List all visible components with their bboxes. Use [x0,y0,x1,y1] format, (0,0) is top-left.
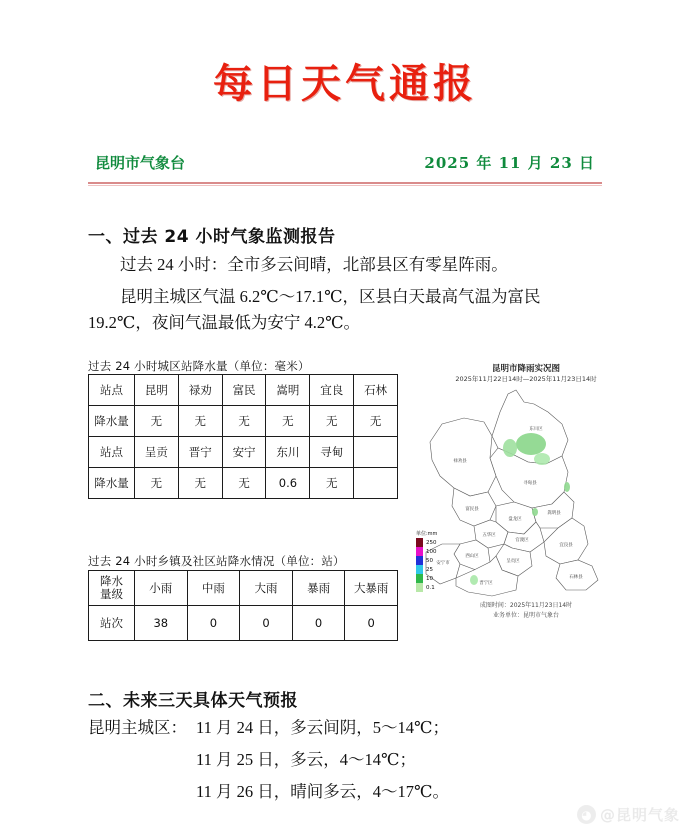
table2-header-0: 小雨 [135,571,188,606]
district-label-songming: 嵩明县 [547,511,561,516]
table1-r0c4: 嵩明 [266,375,310,406]
district-luquan [430,418,496,496]
table1-r1c5: 无 [310,406,354,437]
legend-label-250: 250 [426,539,437,546]
table1-r3c3: 无 [222,468,266,499]
weibo-watermark [577,804,680,825]
district-label-chenggong: 呈贡区 [506,559,520,564]
legend-row [416,556,460,565]
table2-value-0: 38 [135,606,188,641]
table2-corner-line1: 降水 [100,574,123,588]
table2-value-1: 0 [187,606,240,641]
table2-caption: 过去 24 小时乡镇及社区站降水情况（单位：站） [88,554,345,568]
table1-r3c5: 无 [310,468,354,499]
table1-body [89,375,398,499]
table2-header-1: 中雨 [187,571,240,606]
table1-r2c1: 呈贡 [135,437,179,468]
urban-station-rainfall-table [88,374,398,499]
rainfall-patch-north-west [503,439,517,457]
legend-label-10: 10 [426,575,433,582]
forecast-day-3: 11 月 26 日，晴间多云，4～17℃。 [196,782,449,801]
legend-row [416,547,460,556]
legend-swatch-0.1 [416,583,423,592]
rainfall-patch-jinning [470,575,478,585]
table1-r0c0: 站点 [89,375,135,406]
rainfall-patch-dongchuan-south [534,453,550,465]
table2-row-label: 站次 [89,606,135,641]
table2-value-3: 0 [292,606,345,641]
table2-body [89,571,398,641]
district-label-yiliang: 宜良县 [559,543,573,548]
report-header [95,152,595,173]
legend-label-100: 100 [426,548,437,555]
table1-caption: 过去 24 小时城区站降水量（单位：毫米） [88,359,310,373]
table2-value-4: 0 [345,606,398,641]
district-label-anning: 安宁市 [436,561,450,566]
forecast-day-1: 11 月 24 日，多云间阴，5～14℃； [196,718,449,737]
table1-r3c6 [354,468,398,499]
table1-r2c5: 寻甸 [310,437,354,468]
legend-label-0.1: 0.1 [426,584,435,591]
table1-r1c6: 无 [354,406,398,437]
district-label-guandu: 官渡区 [515,538,529,543]
rainfall-map-panel [412,362,640,624]
table2-header-2: 大雨 [240,571,293,606]
table-row [89,468,398,499]
rainfall-patch-songming [532,508,538,516]
legend-swatch-25 [416,565,423,574]
district-label-wuhua: 五华区 [482,533,496,538]
legend-unit-label: 单位:mm [416,531,438,537]
legend-row [416,538,460,547]
legend-label-50: 50 [426,557,433,564]
weibo-icon: ◕ [577,805,596,824]
section1-paragraph-1: 过去 24 小时：全市多云间晴，北部县区有零星阵雨。 [120,255,508,274]
table2-corner-line2: 量级 [100,587,123,601]
table1-r0c3: 富民 [222,375,266,406]
map-footer-time: 成图时间：2025年11月23日14时 [479,602,573,609]
rainfall-patch-dongchuan [516,433,546,455]
map-subtitle: 2025年11月22日14时—2025年11月23日14时 [455,375,597,383]
table1-r0c5: 宜良 [310,375,354,406]
table1-r0c6: 石林 [354,375,398,406]
table1-r1c4: 无 [266,406,310,437]
legend-swatch-100 [416,547,423,556]
forecast-day-2: 11 月 25 日，多云，4～14℃； [196,750,416,769]
table1-r1c0: 降水量 [89,406,135,437]
district-label-jinning: 晋宁区 [479,581,493,586]
table2-value-2: 0 [240,606,293,641]
divider-line-thick [88,182,602,184]
township-rainfall-table [88,570,398,641]
legend-label-25: 25 [426,566,433,573]
watermark-handle: @昆明气象 [599,806,680,824]
forecast-area-label: 昆明主城区： [88,718,187,737]
district-label-panlong: 盘龙区 [508,517,522,522]
district-label-xishan: 西山区 [465,554,479,559]
table1-r2c4: 东川 [266,437,310,468]
table1-r1c1: 无 [135,406,179,437]
legend-swatch-250 [416,538,423,547]
table1-r0c2: 禄劝 [178,375,222,406]
section1-paragraph-2-line2: 19.2℃，夜间气温最低为安宁 4.2℃。 [88,313,361,332]
table1-r3c1: 无 [135,468,179,499]
legend-row [416,574,460,583]
table1-r2c2: 晋宁 [178,437,222,468]
header-divider [88,182,602,186]
district-label-fumin: 富民县 [465,507,479,512]
legend-row [416,583,460,592]
legend-swatch-10 [416,574,423,583]
rainfall-legend [416,530,460,592]
issuer-name: 昆明市气象台 [95,154,186,172]
document-title: 每日天气通报 [213,60,477,107]
district-label-dongchuan: 东川区 [529,427,543,432]
legend-swatch-50 [416,556,423,565]
table-row [89,437,398,468]
table2-header-4: 大暴雨 [345,571,398,606]
section2-heading: 二、未来三天具体天气预报 [88,691,298,711]
map-footer-unit: 业务单位：昆明市气象台 [492,612,559,619]
table1-r0c1: 昆明 [135,375,179,406]
table1-r3c0: 降水量 [89,468,135,499]
report-date: 2025 年 11 月 23 日 [424,154,595,172]
table-row [89,375,398,406]
section1-paragraph-2-line1: 昆明主城区气温 6.2℃～17.1℃，区县白天最高气温为富民 [120,287,541,306]
table1-r3c2: 无 [178,468,222,499]
district-label-shilin: 石林县 [569,575,583,580]
rainfall-patch-xundian-east [564,482,570,492]
map-title: 昆明市降雨实况图 [491,364,560,374]
table1-r3c4: 0.6 [266,468,310,499]
section1-heading: 一、过去 24 小时气象监测报告 [88,227,336,247]
table-row [89,571,398,606]
district-label-luquan: 禄劝县 [453,459,467,464]
legend-row [416,565,460,574]
table1-r2c3: 安宁 [222,437,266,468]
table1-r2c0: 站点 [89,437,135,468]
table-row [89,606,398,641]
table2-corner-label [89,571,135,606]
divider-line-thin [88,185,602,186]
table-row [89,406,398,437]
table1-r1c3: 无 [222,406,266,437]
district-label-xundian: 寻甸县 [523,481,537,486]
table1-r1c2: 无 [178,406,222,437]
table1-r2c6 [354,437,398,468]
table2-header-3: 暴雨 [292,571,345,606]
